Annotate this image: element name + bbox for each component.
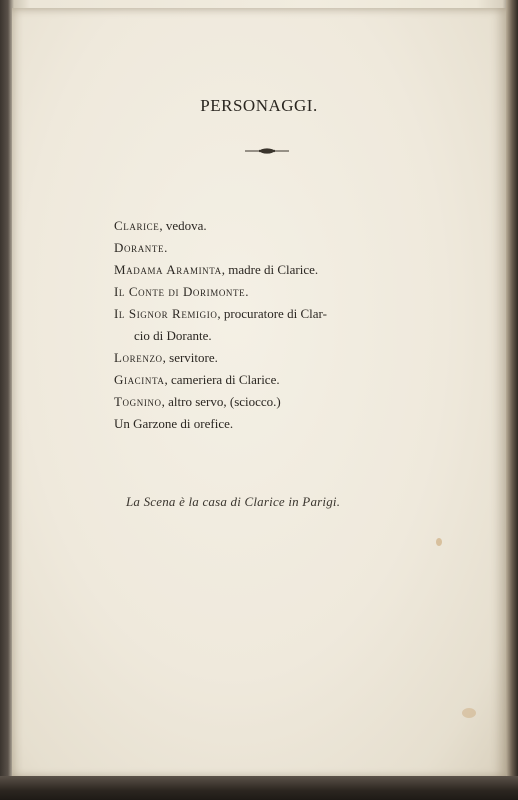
character-name: Tognino (114, 394, 162, 409)
cast-entry (114, 237, 327, 259)
cast-entry (114, 347, 327, 369)
cast-list (114, 215, 327, 435)
character-description: , cameriera di Clarice. (164, 372, 280, 387)
character-description: , procuratore di Clar- (217, 306, 327, 321)
ornament-divider (243, 146, 291, 156)
character-name: Madama Araminta (114, 262, 222, 277)
scene-setting-note: La Scena è la casa di Clarice in Parigi. (126, 494, 341, 509)
cast-entry (114, 281, 327, 303)
book-edge-right (506, 0, 518, 800)
cast-entry (114, 413, 327, 435)
cast-entry-continuation (114, 325, 327, 347)
character-name: Lorenzo (114, 350, 163, 365)
character-description: , altro servo, (sciocco.) (161, 394, 281, 409)
character-name: Dorante. (114, 240, 168, 255)
character-description: , servitore. (162, 350, 218, 365)
character-name: Giacinta (114, 372, 165, 387)
cast-entry (114, 215, 327, 237)
character-name: Il Signor Remigio (114, 306, 218, 321)
character-description: cio di Dorante. (134, 328, 212, 343)
cast-entry (114, 303, 327, 325)
character-description: , madre di Clarice. (221, 262, 319, 277)
character-description: , vedova. (159, 218, 207, 233)
character-name: Il Conte di Dorimonte. (114, 284, 250, 299)
cast-entry (114, 391, 327, 413)
cast-entry (114, 259, 327, 281)
cast-entry (114, 369, 327, 391)
character-description: Un Garzone di orefice. (114, 416, 234, 431)
paper-stain (462, 708, 476, 718)
page-title: PERSONAGGI. (200, 96, 318, 115)
paper-stain (436, 538, 442, 546)
character-name: Clarice (114, 218, 160, 233)
book-edge-bottom (0, 776, 518, 800)
